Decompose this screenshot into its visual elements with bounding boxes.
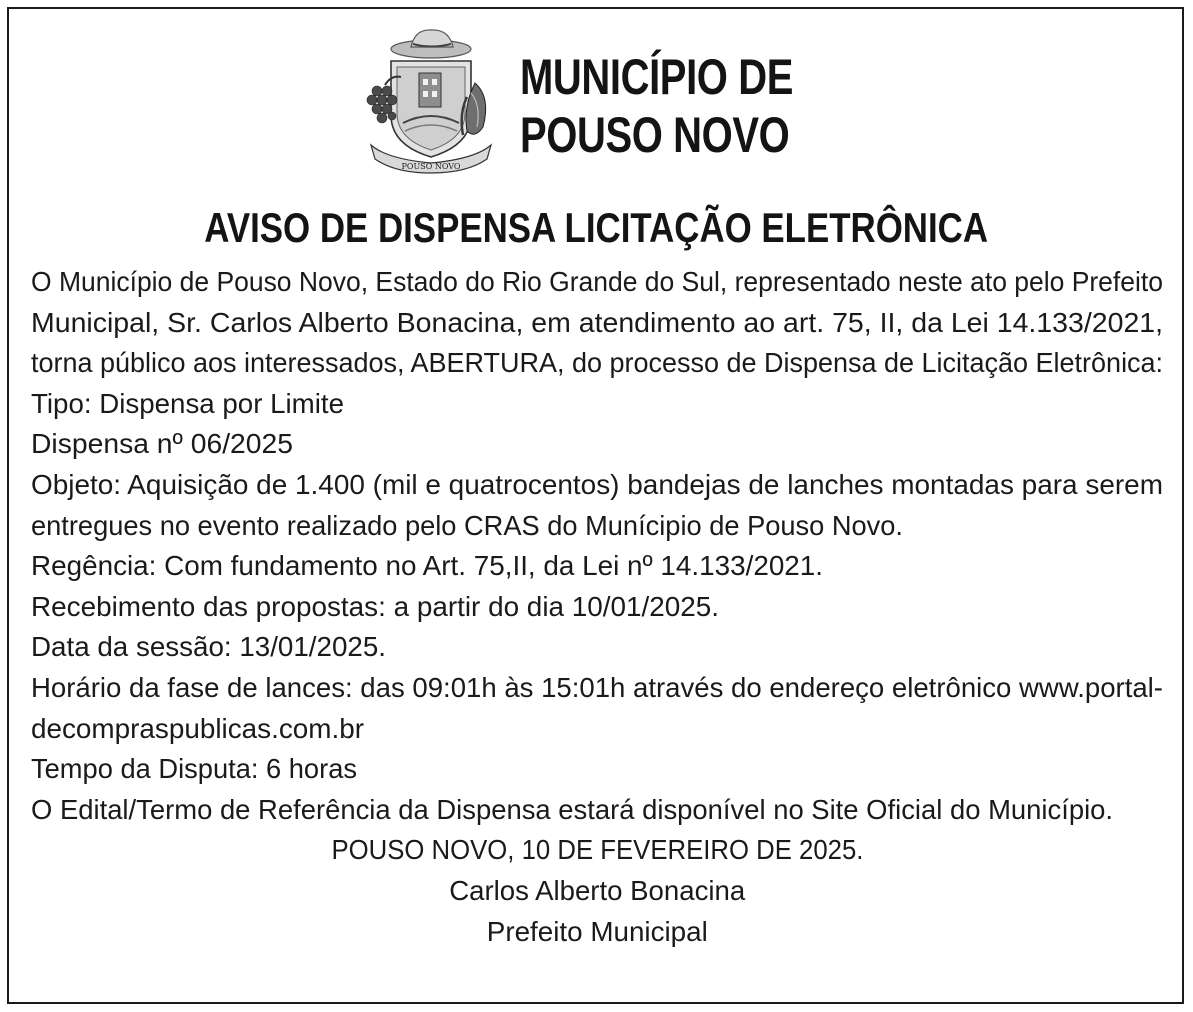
municipality-name-line-2: POUSO NOVO [520, 107, 790, 163]
notice-body [31, 262, 1163, 952]
signature-name-line [31, 871, 1163, 912]
signature-role-line [31, 912, 1163, 953]
signature-name: Carlos Alberto Bonacina [449, 874, 745, 906]
signature-place-date: POUSO NOVO, 10 DE FEVEREIRO DE 2025. [331, 834, 863, 866]
tipo-line [31, 384, 1163, 425]
edital-line [31, 790, 1163, 831]
objeto-line-1-text: Objeto: Aquisição de 1.400 (mil e quatrocentos) bandejas de lanches montadas para serem [31, 468, 1163, 500]
dispensa-number-text: Dispensa nº 06/2025 [31, 428, 294, 460]
intro-line-1 [31, 262, 1163, 303]
notice-title-text: AVISO DE DISPENSA LICITAÇÃO ELETRÔNICA [204, 204, 989, 251]
data-sessao-text: Data da sessão: 13/01/2025. [31, 631, 387, 663]
horario-line-2 [31, 709, 1163, 750]
objeto-line-2-text: entregues no evento realizado pelo CRAS do Munícipio de Pouso Novo. [31, 509, 903, 541]
municipality-name-line-1: MUNICÍPIO DE [520, 49, 793, 105]
regencia-line [31, 546, 1163, 587]
data-sessao-line [31, 627, 1163, 668]
tempo-text: Tempo da Disputa: 6 horas [31, 753, 358, 785]
objeto-line-2 [31, 506, 1163, 547]
recebimento-line [31, 587, 1163, 628]
dispensa-number-line [31, 424, 1163, 465]
signature-role: Prefeito Municipal [486, 915, 708, 947]
intro-line-3 [31, 343, 1163, 384]
horario-line-1-text: Horário da fase de lances: das 09:01h às 15:01h através do endereço eletrônico www.portal- [31, 671, 1163, 703]
municipality-name [520, 48, 793, 164]
edital-text: O Edital/Termo de Referência da Dispensa estará disponível no Site Oficial do Município. [31, 793, 1114, 825]
intro-line-1-text: O Município de Pouso Novo, Estado do Rio Grande do Sul, representado neste ato pelo Prefeito [31, 266, 1163, 297]
tempo-line [31, 749, 1163, 790]
signature-place-date-line [31, 830, 1163, 871]
tipo-text: Tipo: Dispensa por Limite [31, 387, 344, 419]
municipal-crest-logo [363, 27, 497, 175]
intro-line-2-text: Municipal, Sr. Carlos Alberto Bonacina, em atendimento ao art. 75, II, da Lei 14.133/2021, [31, 306, 1164, 338]
intro-line-3-text: torna público aos interessados, ABERTURA, do processo de Dispensa de Licitação Eletrônica: [31, 347, 1164, 379]
horario-line-1 [31, 668, 1163, 709]
objeto-line-1 [31, 465, 1163, 506]
crest-ribbon-text: POUSO NOVO [401, 162, 461, 171]
recebimento-text: Recebimento das propostas: a partir do dia 10/01/2025. [31, 590, 720, 622]
regencia-text: Regência: Com fundamento no Art. 75,II, da Lei nº 14.133/2021. [31, 550, 824, 582]
intro-line-2 [31, 303, 1163, 344]
horario-line-2-text: decompraspublicas.com.br [31, 712, 364, 744]
notice-title [0, 202, 1193, 254]
